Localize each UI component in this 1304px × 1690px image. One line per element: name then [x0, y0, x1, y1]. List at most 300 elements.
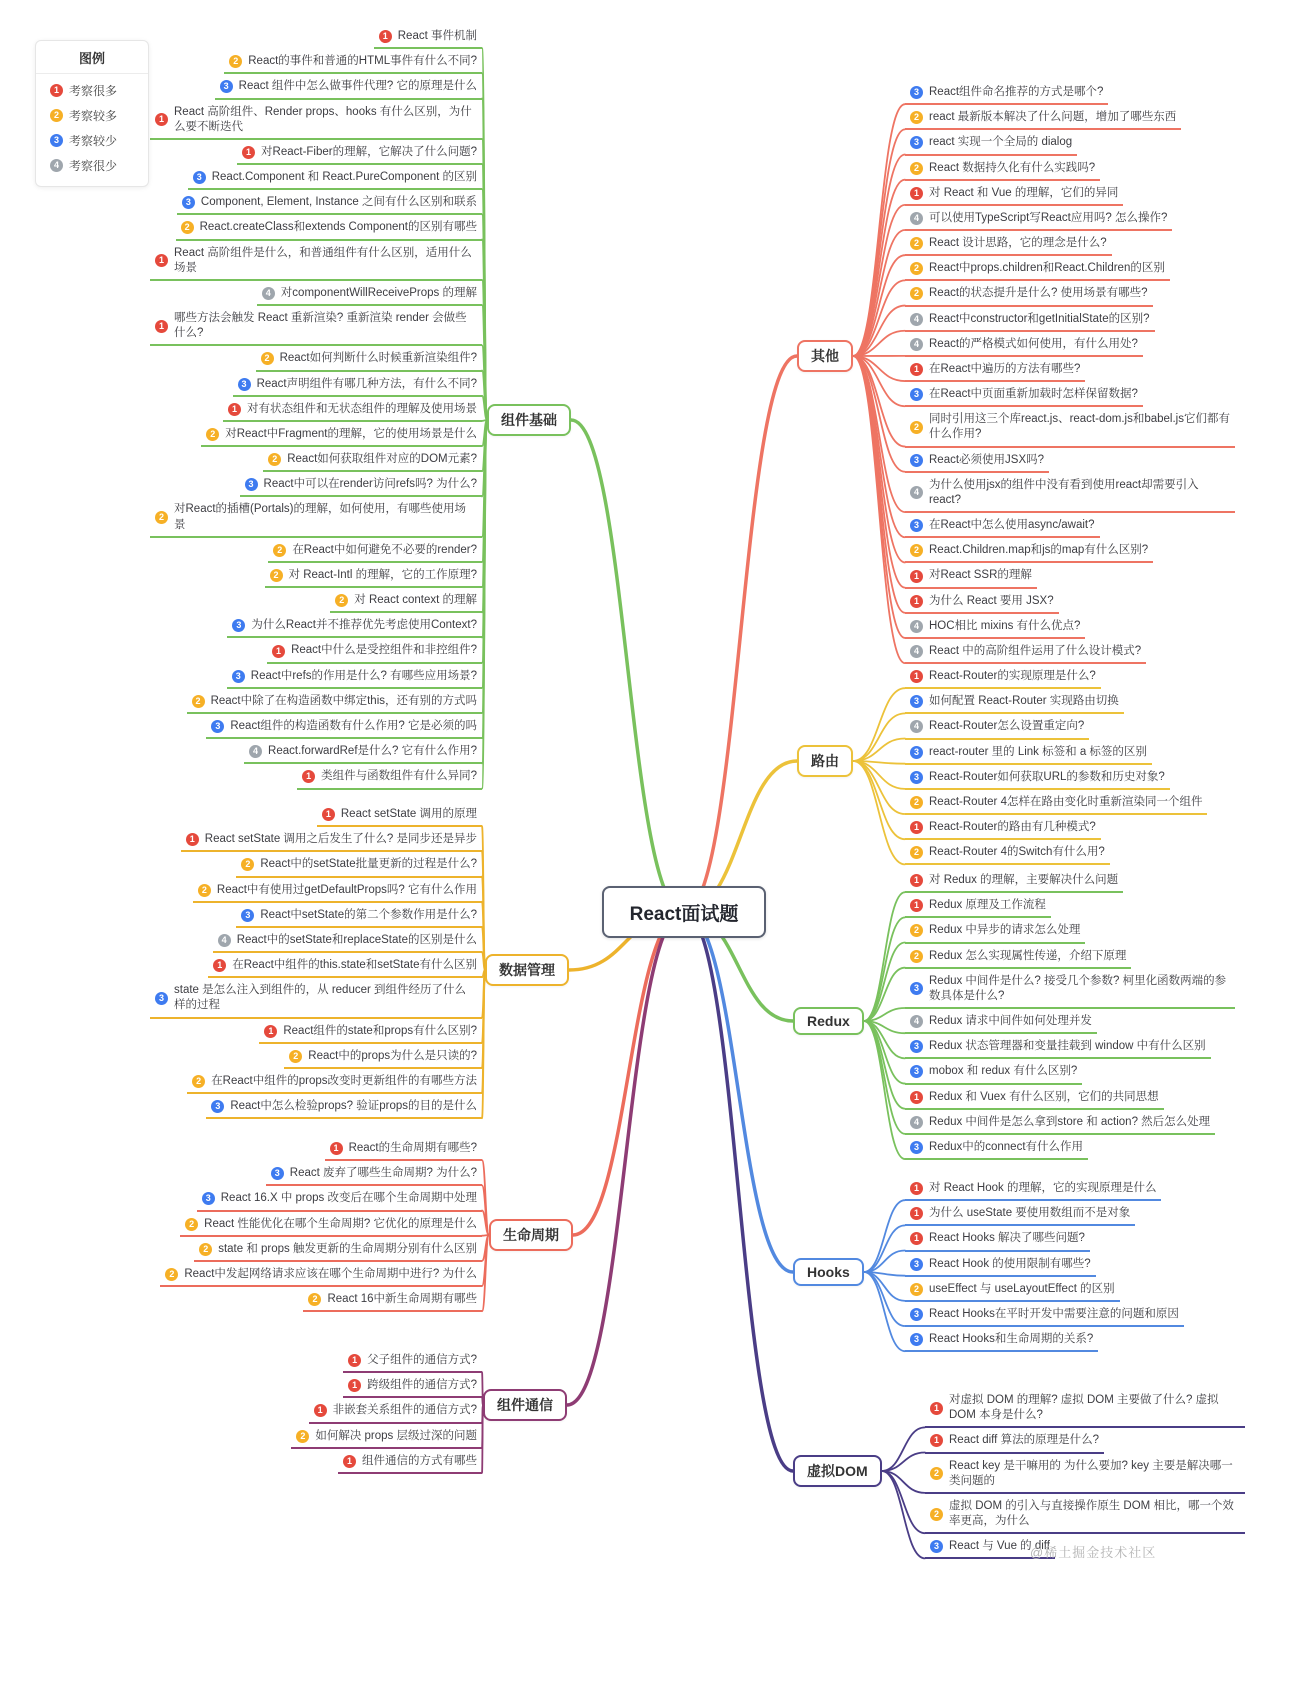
question-node[interactable] — [317, 806, 482, 827]
question-text: React 事件机制 — [397, 30, 477, 42]
level-2-badge-icon: 2 — [192, 695, 205, 708]
level-3-badge-icon: 3 — [182, 196, 195, 209]
level-2-badge-icon: 2 — [273, 544, 286, 557]
branch-items-component-communication — [150, 1352, 482, 1478]
question-node[interactable] — [338, 1453, 482, 1474]
question-node[interactable] — [223, 401, 482, 422]
question-text: 类组件与函数组件有什么异同? — [321, 770, 477, 783]
question-text: 对有状态组件和无状态组件的理解及使用场景 — [247, 402, 477, 415]
level-3-badge-icon: 3 — [910, 86, 923, 99]
question-node[interactable] — [343, 1377, 482, 1398]
level-2-badge-icon: 2 — [296, 1430, 309, 1443]
level-1-badge-icon: 1 — [910, 1182, 923, 1195]
question-text: 可以使用TypeScript写React应用吗? 怎么操作? — [929, 211, 1168, 224]
question-node[interactable] — [905, 593, 1059, 614]
question-node[interactable] — [268, 542, 482, 563]
question-text: 哪些方法会触发 React 重新渲染? 重新渲染 render 会做些什么? — [174, 312, 467, 340]
legend-title: 图例 — [36, 41, 148, 74]
question-text: 为什么使用jsx的组件中没有看到使用react却需要引入react? — [929, 478, 1199, 506]
question-node[interactable] — [208, 957, 482, 978]
level-1-badge-icon: 1 — [155, 113, 168, 126]
level-2-badge-icon: 2 — [910, 846, 923, 859]
question-node[interactable] — [905, 386, 1143, 407]
level-1-badge-icon: 1 — [930, 1402, 943, 1415]
level-2-badge-icon: 2 — [155, 511, 168, 524]
question-node[interactable] — [233, 376, 482, 397]
question-text: 对 Redux 的理解，主要解决什么问题 — [929, 874, 1119, 886]
question-text: HOC相比 mixins 有什么优点? — [929, 619, 1081, 632]
question-node[interactable] — [905, 718, 1089, 739]
question-node[interactable] — [227, 668, 482, 689]
branch-label-others[interactable]: 其他 — [797, 340, 853, 372]
question-text: React组件的state和props有什么区别? — [283, 1024, 477, 1037]
level-4-badge-icon: 4 — [910, 1116, 923, 1129]
level-3-badge-icon: 3 — [211, 720, 224, 733]
level-1-badge-icon: 1 — [302, 770, 315, 783]
level-3-badge-icon: 3 — [241, 909, 254, 922]
question-node[interactable] — [265, 567, 483, 588]
question-node[interactable] — [905, 567, 1037, 588]
level-2-badge-icon: 2 — [930, 1508, 943, 1521]
question-text: 如何配置 React-Router 实现路由切换 — [929, 695, 1119, 708]
level-3-badge-icon: 3 — [910, 746, 923, 759]
level-1-badge-icon: 1 — [330, 1142, 343, 1155]
level-4-badge-icon: 4 — [910, 212, 923, 225]
level-2-badge-icon: 2 — [185, 1218, 198, 1231]
question-node[interactable] — [925, 1392, 1245, 1428]
question-text: Redux 状态管理器和变量挂载到 window 中有什么区别 — [929, 1040, 1206, 1053]
question-node[interactable] — [905, 794, 1207, 815]
question-text: Redux中的connect有什么作用 — [929, 1140, 1084, 1153]
question-node[interactable] — [224, 53, 482, 74]
question-node[interactable] — [905, 922, 1085, 943]
level-3-badge-icon: 3 — [910, 771, 923, 784]
branch-label-redux[interactable]: Redux — [793, 1007, 864, 1035]
question-text: React的事件和普通的HTML事件有什么不同? — [248, 55, 477, 68]
question-node[interactable] — [905, 1256, 1096, 1277]
legend-item — [36, 74, 148, 99]
level-2-badge-icon: 2 — [50, 109, 63, 122]
level-1-badge-icon: 1 — [348, 1379, 361, 1392]
question-node[interactable] — [905, 134, 1077, 155]
question-text: React中除了在构造函数中绑定this，还有别的方式吗 — [210, 694, 477, 707]
question-text: React setState 调用的原理 — [340, 808, 477, 820]
question-node[interactable] — [197, 1190, 482, 1211]
level-4-badge-icon: 4 — [910, 720, 923, 733]
question-text: React的严格模式如何使用，有什么用处? — [929, 337, 1138, 350]
level-1-badge-icon: 1 — [314, 1404, 327, 1417]
question-text: React 数据持久化有什么实践吗? — [929, 161, 1096, 174]
question-node[interactable] — [236, 856, 482, 877]
question-text: React中的setState和replaceState的区别是什么 — [236, 933, 477, 946]
question-text: React必须使用JSX吗? — [929, 453, 1045, 466]
question-node[interactable] — [150, 104, 482, 140]
question-node[interactable] — [236, 907, 482, 928]
question-node[interactable] — [309, 1402, 482, 1423]
question-node[interactable] — [194, 1241, 482, 1262]
question-node[interactable] — [905, 185, 1123, 206]
question-text: 对 React Hook 的理解，它的实现原理是什么 — [929, 1182, 1157, 1194]
level-2-badge-icon: 2 — [930, 1467, 943, 1480]
root-node[interactable]: React面试题 — [602, 886, 766, 938]
question-text: React的生命周期有哪些? — [348, 1142, 477, 1154]
question-node[interactable] — [237, 144, 482, 165]
question-node[interactable] — [905, 1013, 1097, 1034]
question-node[interactable] — [905, 872, 1123, 893]
question-text: 对React中Fragment的理解，它的使用场景是什么 — [225, 427, 477, 440]
question-text: React Hooks 解决了哪些问题? — [929, 1232, 1085, 1245]
level-2-badge-icon: 2 — [910, 421, 923, 434]
branch-label-routing[interactable]: 路由 — [797, 745, 853, 777]
level-1-badge-icon: 1 — [910, 1232, 923, 1245]
level-4-badge-icon: 4 — [910, 486, 923, 499]
question-text: 在React中组件的this.state和setState有什么区别 — [232, 959, 477, 972]
question-node[interactable] — [188, 169, 482, 190]
level-4-badge-icon: 4 — [262, 287, 275, 300]
question-node[interactable] — [925, 1458, 1245, 1494]
question-node[interactable] — [150, 501, 482, 537]
question-node[interactable] — [925, 1432, 1104, 1453]
question-node[interactable] — [206, 1098, 482, 1119]
question-text: React key 是干嘛用的 为什么要加? key 主要是解决哪一类问题的 — [949, 1459, 1233, 1487]
branch-items-virtual-dom — [925, 1392, 1245, 1563]
question-text: 为什么React并不推荐优先考虑使用Context? — [251, 619, 477, 632]
level-2-badge-icon: 2 — [181, 221, 194, 234]
question-text: Redux 中间件是什么? 接受几个参数? 柯里化函数两端的参数具体是什么? — [929, 974, 1227, 1002]
question-node[interactable] — [297, 768, 482, 789]
question-text: 非嵌套关系组件的通信方式? — [332, 1404, 477, 1417]
question-node[interactable] — [240, 476, 482, 497]
question-node[interactable] — [343, 1352, 482, 1373]
level-1-badge-icon: 1 — [910, 187, 923, 200]
question-text: 对 React context 的理解 — [354, 594, 477, 607]
question-text: React.forwardRef是什么? 它有什么作用? — [268, 745, 477, 758]
question-text: mobox 和 redux 有什么区别? — [929, 1065, 1078, 1078]
question-text: React中可以在render访问refs吗? 为什么? — [263, 478, 477, 491]
question-text: 在React中如何避免不必要的render? — [292, 543, 477, 556]
question-node[interactable] — [193, 882, 482, 903]
question-node[interactable] — [374, 28, 482, 49]
level-3-badge-icon: 3 — [910, 1258, 923, 1271]
question-node[interactable] — [215, 78, 482, 99]
question-node[interactable] — [263, 451, 482, 472]
question-node[interactable] — [905, 311, 1155, 332]
level-2-badge-icon: 2 — [206, 428, 219, 441]
question-node[interactable] — [905, 1281, 1120, 1302]
question-node[interactable] — [267, 642, 482, 663]
level-3-badge-icon: 3 — [238, 378, 251, 391]
question-node[interactable] — [905, 1038, 1211, 1059]
question-node[interactable] — [905, 235, 1112, 256]
question-node[interactable] — [181, 831, 482, 852]
question-node[interactable] — [206, 718, 482, 739]
question-text: Redux 和 Vuex 有什么区别，它们的共同思想 — [929, 1090, 1159, 1103]
question-text: React.Children.map和js的map有什么区别? — [929, 544, 1149, 557]
level-1-badge-icon: 1 — [322, 808, 335, 821]
level-2-badge-icon: 2 — [910, 950, 923, 963]
question-text: 为什么 useState 要使用数组而不是对象 — [929, 1207, 1131, 1220]
question-text: 在React中组件的props改变时更新组件的有哪些方法 — [211, 1074, 477, 1087]
question-node[interactable] — [905, 618, 1085, 639]
level-1-badge-icon: 1 — [242, 146, 255, 159]
level-4-badge-icon: 4 — [910, 620, 923, 633]
question-node[interactable] — [905, 477, 1235, 513]
question-node[interactable] — [177, 194, 482, 215]
level-1-badge-icon: 1 — [910, 874, 923, 887]
question-node[interactable] — [150, 245, 482, 281]
question-node[interactable] — [187, 1073, 482, 1094]
question-node[interactable] — [905, 1139, 1088, 1160]
question-text: React-Router怎么设置重定向? — [929, 720, 1085, 733]
question-text: 对React SSR的理解 — [929, 569, 1032, 582]
branch-label-hooks[interactable]: Hooks — [793, 1258, 864, 1286]
question-text: React组件命名推荐的方式是哪个? — [929, 86, 1104, 98]
branch-items-routing — [905, 668, 1235, 869]
question-node[interactable] — [905, 844, 1110, 865]
level-3-badge-icon: 3 — [271, 1167, 284, 1180]
level-2-badge-icon: 2 — [910, 1283, 923, 1296]
question-node[interactable] — [905, 693, 1124, 714]
question-node[interactable] — [266, 1165, 482, 1186]
level-1-badge-icon: 1 — [213, 959, 226, 972]
question-node[interactable] — [905, 1230, 1090, 1251]
question-node[interactable] — [905, 452, 1049, 473]
question-text: react 最新版本解决了什么问题，增加了哪些东西 — [929, 111, 1177, 124]
level-3-badge-icon: 3 — [910, 1065, 923, 1078]
level-2-badge-icon: 2 — [910, 237, 923, 250]
level-2-badge-icon: 2 — [910, 262, 923, 275]
branch-items-component-basics — [150, 28, 482, 794]
level-2-badge-icon: 2 — [229, 55, 242, 68]
level-2-badge-icon: 2 — [241, 858, 254, 871]
question-text: React中怎么检验props? 验证props的目的是什么 — [230, 1100, 477, 1113]
question-text: React中什么是受控组件和非控组件? — [291, 644, 477, 657]
legend-label: 考察很少 — [69, 159, 118, 173]
question-node[interactable] — [925, 1498, 1245, 1534]
question-node[interactable] — [905, 1331, 1098, 1352]
question-node[interactable] — [905, 336, 1143, 357]
question-text: 在React中遍历的方法有哪些? — [929, 362, 1081, 375]
question-node[interactable] — [176, 219, 482, 240]
question-node[interactable] — [330, 592, 482, 613]
legend-rows — [36, 74, 148, 186]
level-2-badge-icon: 2 — [910, 111, 923, 124]
level-3-badge-icon: 3 — [220, 80, 233, 93]
question-text: React中props.children和React.Children的区别 — [929, 262, 1165, 275]
question-node[interactable] — [160, 1266, 482, 1287]
question-text: 对 React 和 Vue 的理解，它们的异同 — [929, 186, 1119, 199]
level-1-badge-icon: 1 — [930, 1434, 943, 1447]
question-text: 在React中怎么使用async/await? — [929, 519, 1095, 532]
level-1-badge-icon: 1 — [228, 403, 241, 416]
level-4-badge-icon: 4 — [910, 338, 923, 351]
branch-label-component-basics[interactable]: 组件基础 — [487, 404, 571, 436]
level-1-badge-icon: 1 — [264, 1025, 277, 1038]
question-text: 父子组件的通信方式? — [367, 1354, 477, 1366]
level-2-badge-icon: 2 — [199, 1243, 212, 1256]
level-3-badge-icon: 3 — [910, 695, 923, 708]
question-node[interactable] — [905, 84, 1108, 105]
question-node[interactable] — [905, 361, 1085, 382]
level-3-badge-icon: 3 — [910, 1141, 923, 1154]
level-3-badge-icon: 3 — [202, 1192, 215, 1205]
question-node[interactable] — [259, 1023, 482, 1044]
branch-items-data-management — [150, 806, 482, 1123]
question-node[interactable] — [905, 948, 1131, 969]
question-text: React中的props为什么是只读的? — [308, 1049, 477, 1062]
question-node[interactable] — [244, 743, 482, 764]
level-1-badge-icon: 1 — [50, 84, 63, 97]
question-node[interactable] — [257, 285, 482, 306]
question-text: 同时引用这三个库react.js、react-dom.js和babel.js它们都有什么作用? — [929, 413, 1230, 441]
question-text: React如何获取组件对应的DOM元素? — [287, 453, 477, 466]
question-node[interactable] — [905, 1306, 1184, 1327]
level-3-badge-icon: 3 — [910, 982, 923, 995]
level-3-badge-icon: 3 — [232, 619, 245, 632]
question-text: Redux 怎么实现属性传递，介绍下原理 — [929, 949, 1127, 962]
level-1-badge-icon: 1 — [272, 645, 285, 658]
question-text: React.createClass和extends Component的区别有哪些 — [199, 221, 477, 234]
question-text: React 高阶组件、Render props、hooks 有什么区别，为什么要不断迭代 — [174, 105, 472, 133]
question-text: React setState 调用之后发生了什么? 是同步还是异步 — [204, 833, 477, 846]
question-node[interactable] — [325, 1140, 482, 1161]
question-text: React中有使用过getDefaultProps吗? 它有什么作用 — [216, 883, 477, 896]
level-2-badge-icon: 2 — [308, 1293, 321, 1306]
question-node[interactable] — [150, 982, 482, 1018]
question-node[interactable] — [905, 1205, 1135, 1226]
question-text: React中setState的第二个参数作用是什么? — [260, 908, 477, 921]
level-2-badge-icon: 2 — [165, 1268, 178, 1281]
question-text: Redux 原理及工作流程 — [929, 899, 1046, 912]
legend-label: 考察很多 — [69, 84, 118, 98]
question-node[interactable] — [256, 350, 482, 371]
level-3-badge-icon: 3 — [910, 1040, 923, 1053]
question-node[interactable] — [201, 426, 482, 447]
level-4-badge-icon: 4 — [249, 745, 262, 758]
level-3-badge-icon: 3 — [211, 1100, 224, 1113]
question-node[interactable] — [905, 109, 1181, 130]
question-node[interactable] — [905, 668, 1101, 689]
question-node[interactable] — [905, 643, 1146, 664]
question-text: React的状态提升是什么? 使用场景有哪些? — [929, 287, 1148, 300]
level-2-badge-icon: 2 — [289, 1050, 302, 1063]
legend-panel — [35, 40, 149, 187]
question-text: react 实现一个全局的 dialog — [929, 136, 1073, 149]
question-node[interactable] — [905, 210, 1172, 231]
question-text: 组件通信的方式有哪些 — [362, 1454, 477, 1467]
level-3-badge-icon: 3 — [155, 992, 168, 1005]
level-1-badge-icon: 1 — [910, 899, 923, 912]
question-text: React中constructor和getInitialState的区别? — [929, 312, 1150, 325]
question-node[interactable] — [905, 1180, 1161, 1201]
question-text: React 性能优化在哪个生命周期? 它优化的原理是什么 — [204, 1217, 477, 1230]
question-node[interactable] — [291, 1428, 482, 1449]
level-4-badge-icon: 4 — [910, 645, 923, 658]
level-1-badge-icon: 1 — [910, 670, 923, 683]
legend-item — [36, 149, 148, 186]
question-text: 对React-Fiber的理解，它解决了什么问题? — [261, 145, 477, 158]
question-node[interactable] — [905, 1063, 1082, 1084]
question-node[interactable] — [905, 260, 1170, 281]
question-text: 对componentWillReceiveProps 的理解 — [280, 286, 477, 299]
question-text: Redux 中间件是怎么拿到store 和 action? 然后怎么处理 — [929, 1115, 1211, 1128]
question-text: React-Router 4怎样在路由变化时重新渲染同一个组件 — [929, 795, 1203, 808]
question-text: React Hooks和生命周期的关系? — [929, 1333, 1094, 1346]
question-node[interactable] — [905, 160, 1100, 181]
branch-label-component-communication[interactable]: 组件通信 — [483, 1389, 567, 1421]
level-1-badge-icon: 1 — [910, 1091, 923, 1104]
question-text: React Hook 的使用限制有哪些? — [929, 1257, 1091, 1270]
question-text: React 设计思路，它的理念是什么? — [929, 237, 1107, 250]
level-1-badge-icon: 1 — [155, 254, 168, 267]
question-node[interactable] — [227, 617, 482, 638]
legend-label: 考察较多 — [69, 109, 118, 123]
question-text: React中发起网络请求应该在哪个生命周期中进行? 为什么 — [184, 1267, 477, 1280]
question-node[interactable] — [303, 1291, 482, 1312]
question-text: 对虚拟 DOM 的理解? 虚拟 DOM 主要做了什么? 虚拟 DOM 本身是什么? — [949, 1394, 1219, 1422]
question-text: React-Router的实现原理是什么? — [929, 670, 1096, 682]
level-3-badge-icon: 3 — [910, 1333, 923, 1346]
level-1-badge-icon: 1 — [155, 320, 168, 333]
branch-label-lifecycle[interactable]: 生命周期 — [489, 1219, 573, 1251]
level-4-badge-icon: 4 — [218, 934, 231, 947]
level-4-badge-icon: 4 — [50, 159, 63, 172]
question-node[interactable] — [180, 1216, 482, 1237]
question-text: React 16中新生命周期有哪些 — [327, 1293, 477, 1306]
question-text: 如何解决 props 层级过深的问题 — [315, 1429, 477, 1442]
question-node[interactable] — [905, 744, 1152, 765]
question-node[interactable] — [905, 1114, 1215, 1135]
question-node[interactable] — [187, 693, 482, 714]
question-text: React.Component 和 React.PureComponent 的区别 — [211, 171, 477, 184]
level-3-badge-icon: 3 — [910, 136, 923, 149]
question-node[interactable] — [905, 285, 1153, 306]
question-text: React diff 算法的原理是什么? — [949, 1434, 1099, 1447]
level-3-badge-icon: 3 — [930, 1540, 943, 1553]
question-text: React-Router的路由有几种模式? — [929, 821, 1096, 834]
question-node[interactable] — [905, 897, 1051, 918]
question-text: React中refs的作用是什么? 有哪些应用场景? — [250, 669, 477, 682]
branch-label-virtual-dom[interactable]: 虚拟DOM — [793, 1455, 882, 1487]
question-text: Redux 中异步的请求怎么处理 — [929, 924, 1081, 937]
level-2-badge-icon: 2 — [910, 796, 923, 809]
level-2-badge-icon: 2 — [910, 544, 923, 557]
level-4-badge-icon: 4 — [910, 1015, 923, 1028]
level-2-badge-icon: 2 — [335, 594, 348, 607]
question-text: React Hooks在平时开发中需要注意的问题和原因 — [929, 1307, 1179, 1320]
level-3-badge-icon: 3 — [910, 388, 923, 401]
question-node[interactable] — [213, 932, 482, 953]
question-text: 跨级组件的通信方式? — [367, 1379, 477, 1392]
branch-label-data-management[interactable]: 数据管理 — [485, 954, 569, 986]
level-2-badge-icon: 2 — [910, 287, 923, 300]
level-3-badge-icon: 3 — [910, 519, 923, 532]
question-node[interactable] — [905, 542, 1153, 563]
question-node[interactable] — [150, 310, 482, 346]
question-node[interactable] — [905, 517, 1100, 538]
question-node[interactable] — [905, 411, 1235, 447]
question-node[interactable] — [905, 819, 1101, 840]
question-node[interactable] — [905, 769, 1170, 790]
level-1-badge-icon: 1 — [910, 1207, 923, 1220]
question-text: react-router 里的 Link 标签和 a 标签的区别 — [929, 745, 1147, 758]
branch-items-others — [905, 84, 1235, 668]
level-2-badge-icon: 2 — [192, 1075, 205, 1088]
question-node[interactable] — [284, 1048, 482, 1069]
question-text: React 16.X 中 props 改变后在哪个生命周期中处理 — [220, 1192, 477, 1205]
question-node[interactable] — [905, 1089, 1164, 1110]
question-node[interactable] — [905, 973, 1235, 1009]
